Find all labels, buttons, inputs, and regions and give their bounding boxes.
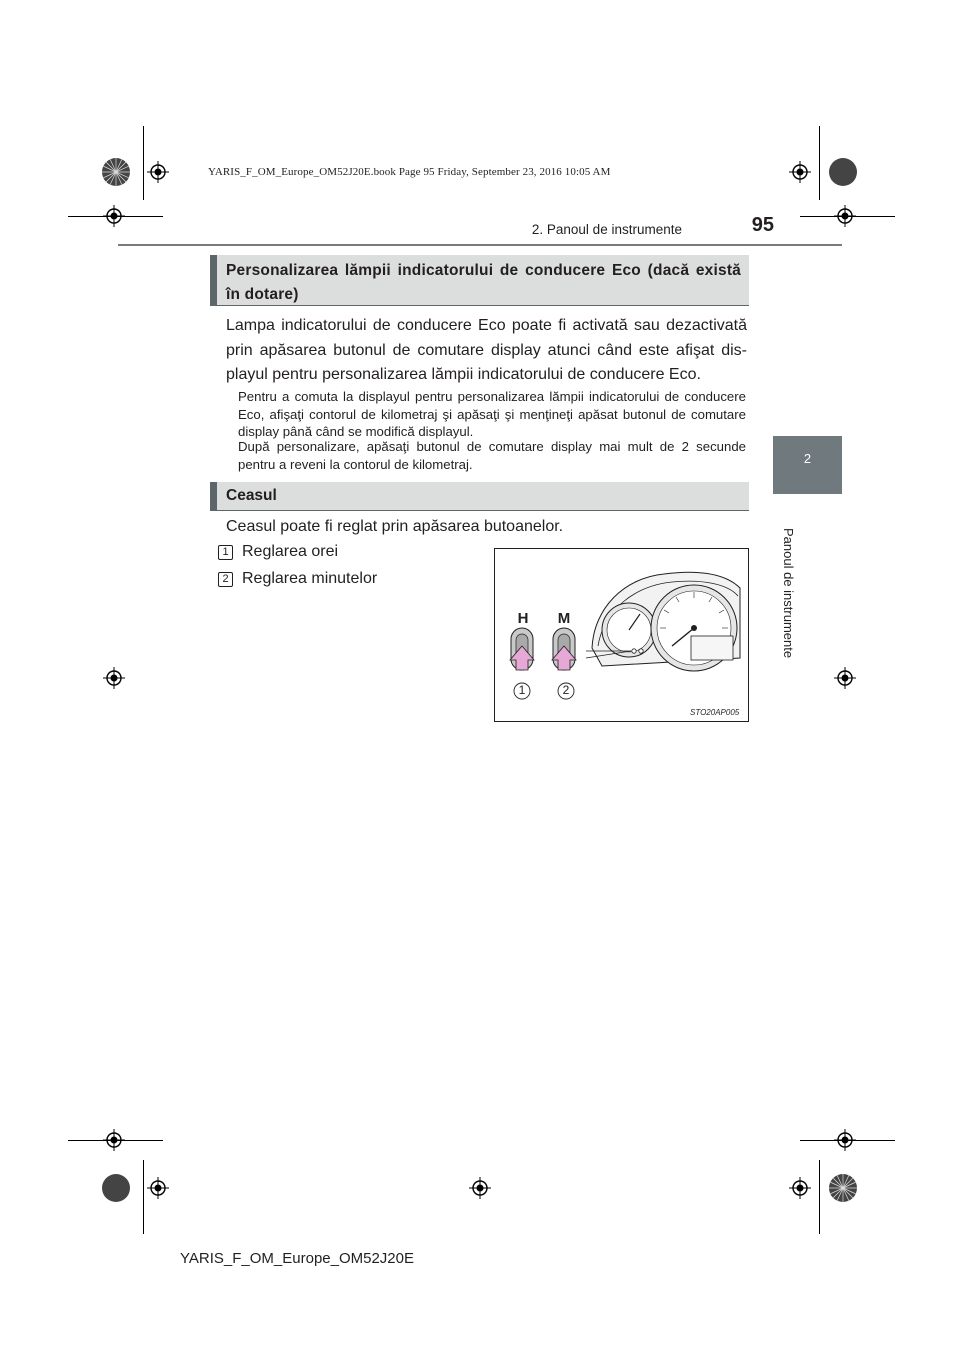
- header-section-title: 2. Panoul de instrumente: [531, 222, 682, 237]
- crosshair-icon: [789, 1177, 811, 1199]
- crosshair-icon: [834, 667, 856, 689]
- sunburst-icon: [828, 157, 858, 187]
- page-number: 95: [751, 214, 774, 236]
- button-m-label: M: [557, 610, 571, 627]
- list-number-badge: 1: [218, 545, 233, 560]
- footer-doc-id: YARIS_F_OM_Europe_OM52J20E: [180, 1250, 415, 1267]
- eco-note-2: După personalizare, apăsaţi butonul de comutare display mai mult de 2 secunde pentru a reveni la contorul de kilometraj.: [238, 439, 746, 472]
- button-h-label: H: [517, 610, 529, 627]
- callout-1: 1: [518, 683, 526, 697]
- cluster-illustration: [494, 548, 749, 722]
- header-rule: [118, 244, 842, 246]
- section-heading-clock: Ceasul: [210, 482, 749, 511]
- crosshair-icon: [834, 205, 856, 227]
- book-info: YARIS_F_OM_Europe_OM52J20E.book Page 95 Friday, September 23, 2016 10:05 AM: [208, 166, 611, 178]
- instrument-cluster-figure: [494, 548, 749, 722]
- figure-code: STO20AP005: [690, 708, 740, 717]
- sunburst-icon: [101, 157, 131, 187]
- list-item-minute: Reglarea minutelor: [242, 570, 378, 587]
- chapter-tab-number: 2: [803, 451, 812, 466]
- list-item-hour: Reglarea orei: [242, 543, 339, 560]
- crosshair-icon: [834, 1129, 856, 1151]
- sunburst-icon: [828, 1173, 858, 1203]
- crosshair-icon: [103, 205, 125, 227]
- crosshair-icon: [103, 667, 125, 689]
- section-heading-eco: Personalizarea lămpii indicatorului de conducere Eco (dacă există în dotare): [210, 255, 749, 306]
- chapter-tab-label: Panoul de instrumente: [781, 528, 796, 659]
- crosshair-icon: [103, 1129, 125, 1151]
- callout-2: 2: [562, 683, 570, 697]
- crosshair-icon: [789, 161, 811, 183]
- crosshair-icon: [147, 1177, 169, 1199]
- list-number-badge: 2: [218, 572, 233, 587]
- clock-body-text: Ceasul poate fi reglat prin apăsarea butoanelor.: [226, 518, 564, 535]
- eco-note-1: Pentru a comuta la displayul pentru personalizarea lămpii indicatorului de conducere Eco, afişaţi contorul de kilometraj şi apăsaţi şi menţineţi apăsat butonul de comutare display până când se modifică displayul.: [238, 389, 746, 439]
- crosshair-icon: [147, 161, 169, 183]
- eco-body-text: Lampa indicatorului de conducere Eco poate fi activată sau dezactivată prin apăsarea butonul de comutare display atunci când este afişat dis-playul pentru personalizarea lămpii indicatorului de conducere Eco.: [226, 317, 747, 383]
- crosshair-icon: [469, 1177, 491, 1199]
- sunburst-icon: [101, 1173, 131, 1203]
